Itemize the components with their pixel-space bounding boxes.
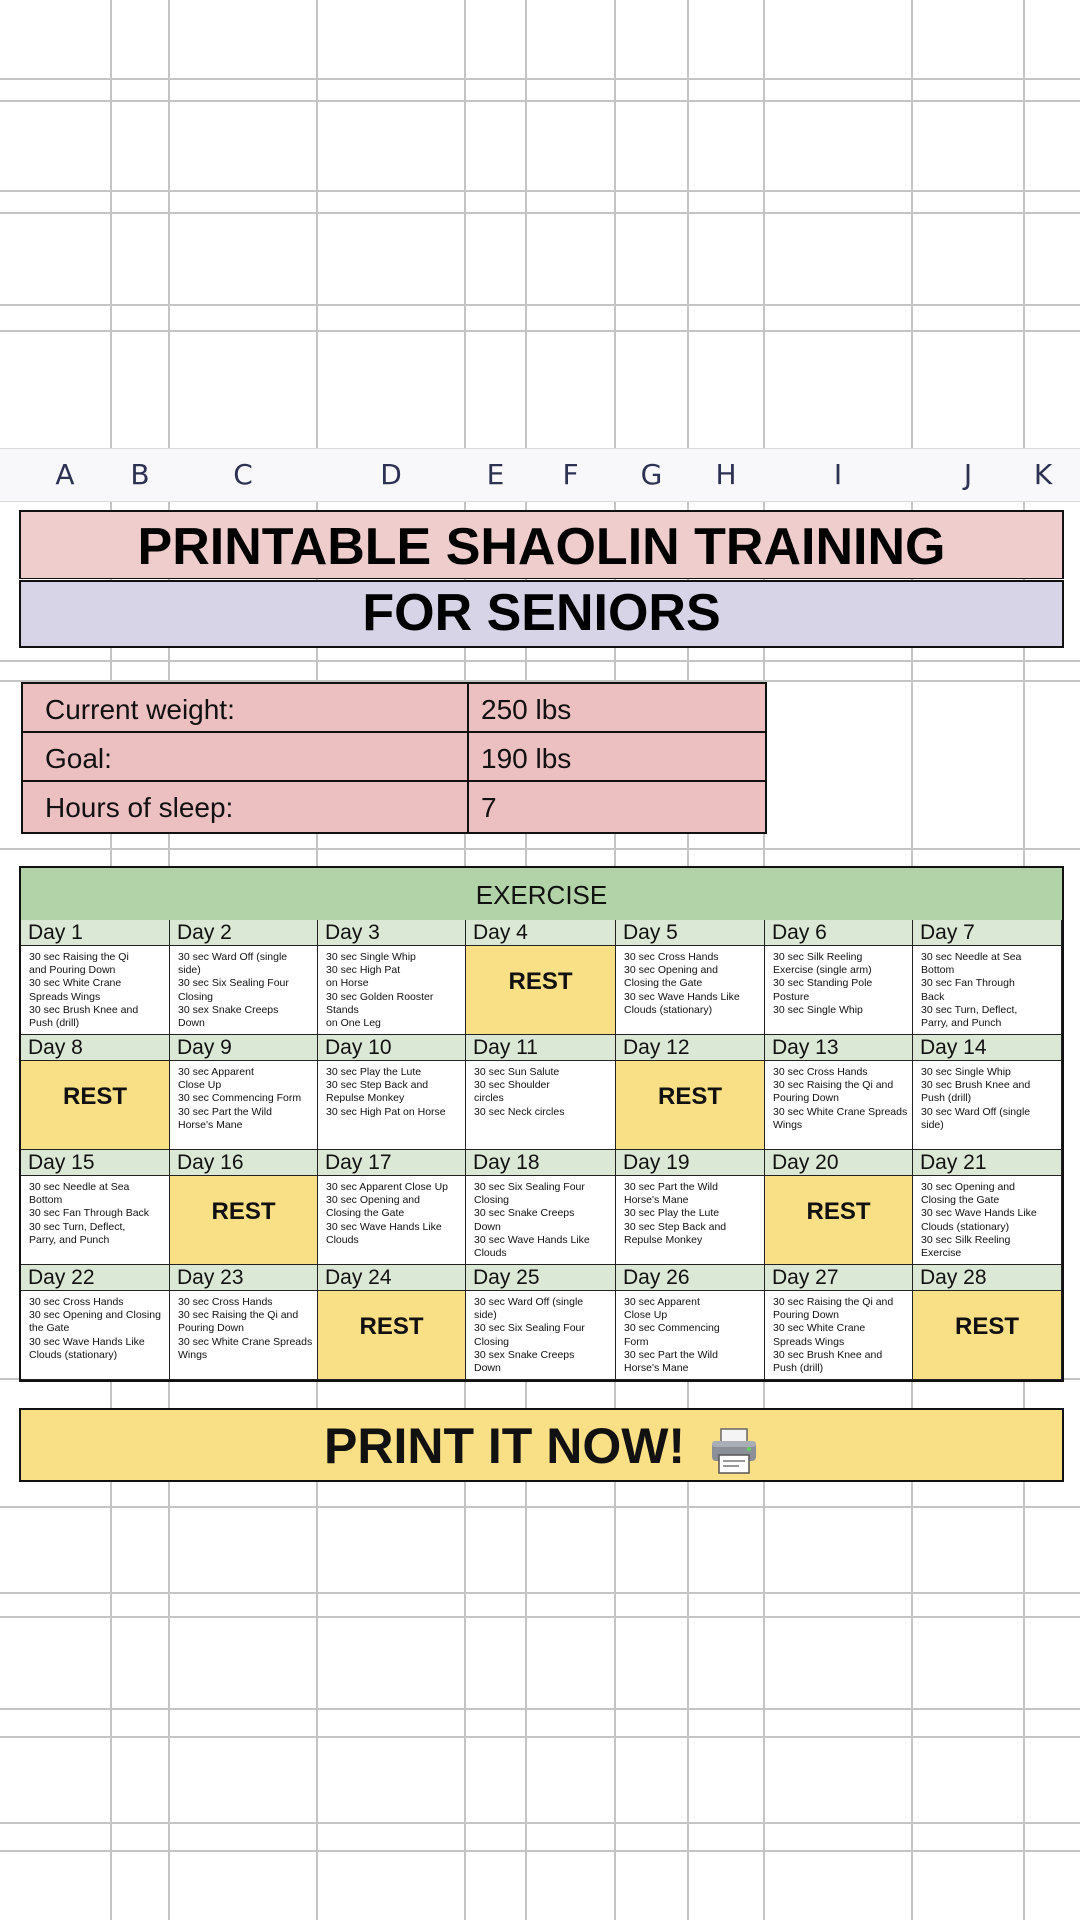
- column-header-e[interactable]: E: [486, 458, 505, 491]
- exercise-cell[interactable]: 30 sec Needle at Sea Bottom 30 sec Fan Through Back 30 sec Turn, Deflect, Parry, and Punch: [913, 946, 1062, 1035]
- stats-row-sleep: [23, 782, 765, 830]
- exercise-cell[interactable]: 30 sec Apparent Close Up 30 sec Commencing Form 30 sec Part the Wild Horse's Mane: [170, 1061, 318, 1150]
- column-header-g[interactable]: G: [640, 458, 663, 491]
- stats-divider: [23, 731, 765, 733]
- column-header-a[interactable]: A: [55, 458, 75, 491]
- day-header[interactable]: Day 1: [21, 920, 170, 946]
- day-header[interactable]: Day 15: [21, 1150, 170, 1176]
- grid-line: [0, 330, 1080, 332]
- rest-day-cell[interactable]: [21, 1061, 170, 1150]
- column-header-c[interactable]: C: [233, 458, 253, 491]
- exercise-cell[interactable]: 30 sec Single Whip 30 sec Brush Knee and Push (drill) 30 sec Ward Off (single side): [913, 1061, 1062, 1150]
- rest-label: REST: [211, 1198, 276, 1225]
- grid-line: [0, 660, 1080, 662]
- stats-table: [21, 682, 767, 834]
- column-header-d[interactable]: D: [380, 458, 402, 491]
- exercise-cell[interactable]: 30 sec Ward Off (single side) 30 sec Six Sealing Four Closing 30 sex Snake Creeps Down: [170, 946, 318, 1035]
- day-header[interactable]: Day 2: [170, 920, 318, 946]
- stats-value[interactable]: 7: [481, 792, 497, 823]
- subtitle-banner[interactable]: FOR SENIORS: [19, 580, 1064, 648]
- rest-label: REST: [508, 968, 573, 995]
- grid-line: [0, 304, 1080, 306]
- stats-row-weight: [23, 684, 765, 732]
- exercise-calendar: [19, 920, 1064, 1382]
- rest-day-cell[interactable]: [765, 1176, 913, 1265]
- day-header[interactable]: Day 17: [318, 1150, 466, 1176]
- rest-label: REST: [954, 1313, 1019, 1340]
- exercise-cell[interactable]: 30 sec Opening and Closing the Gate 30 sec Wave Hands Like Clouds (stationary) 30 sec Silk Reeling Exercise: [913, 1176, 1062, 1265]
- printer-icon: [709, 1422, 759, 1470]
- column-header-j[interactable]: J: [963, 458, 973, 491]
- day-header[interactable]: Day 14: [913, 1035, 1062, 1061]
- day-header[interactable]: Day 25: [466, 1265, 616, 1291]
- day-header[interactable]: Day 16: [170, 1150, 318, 1176]
- day-header[interactable]: Day 8: [21, 1035, 170, 1061]
- day-header[interactable]: Day 10: [318, 1035, 466, 1061]
- exercise-cell[interactable]: 30 sec Raising the Qi and Pouring Down 30 sec White Crane Spreads Wings 30 sec Brush Knee and Push (drill): [21, 946, 170, 1035]
- stats-value[interactable]: 250 lbs: [481, 694, 572, 725]
- column-header-b[interactable]: B: [130, 458, 150, 491]
- day-header[interactable]: Day 24: [318, 1265, 466, 1291]
- exercise-header[interactable]: EXERCISE: [19, 866, 1064, 922]
- day-header[interactable]: Day 13: [765, 1035, 913, 1061]
- exercise-cell[interactable]: 30 sec Cross Hands 30 sec Opening and Closing the Gate 30 sec Wave Hands Like Clouds (stationary): [616, 946, 765, 1035]
- day-header[interactable]: Day 28: [913, 1265, 1062, 1291]
- day-header[interactable]: Day 21: [913, 1150, 1062, 1176]
- column-header-k[interactable]: K: [1033, 458, 1053, 491]
- rest-label: REST: [806, 1198, 871, 1225]
- grid-line: [0, 100, 1080, 102]
- exercise-cell[interactable]: 30 sec Apparent Close Up 30 sec Opening and Closing the Gate 30 sec Wave Hands Like Clouds: [318, 1176, 466, 1265]
- day-header[interactable]: Day 6: [765, 920, 913, 946]
- day-header[interactable]: Day 7: [913, 920, 1062, 946]
- grid-line: [0, 1822, 1080, 1824]
- stats-divider: [23, 780, 765, 782]
- grid-line: [0, 848, 1080, 850]
- exercise-cell[interactable]: 30 sec Raising the Qi and Pouring Down 30 sec White Crane Spreads Wings 30 sec Brush Knee and Push (drill): [765, 1291, 913, 1380]
- grid-line: [0, 78, 1080, 80]
- day-header[interactable]: Day 5: [616, 920, 765, 946]
- exercise-cell[interactable]: 30 sec Needle at Sea Bottom 30 sec Fan Through Back 30 sec Turn, Deflect, Parry, and Punch: [21, 1176, 170, 1265]
- exercise-cell[interactable]: 30 sec Part the Wild Horse's Mane 30 sec Play the Lute 30 sec Step Back and Repulse Monkey: [616, 1176, 765, 1265]
- rest-day-cell[interactable]: [616, 1061, 765, 1150]
- print-button-label: PRINT IT NOW!: [324, 1418, 686, 1474]
- grid-line: [0, 1708, 1080, 1710]
- stats-label[interactable]: Goal:: [45, 743, 112, 774]
- grid-line: [0, 1736, 1080, 1738]
- day-header[interactable]: Day 27: [765, 1265, 913, 1291]
- stats-row-goal: [23, 733, 765, 781]
- exercise-cell[interactable]: 30 sec Cross Hands 30 sec Opening and Closing the Gate 30 sec Wave Hands Like Clouds (stationary): [21, 1291, 170, 1380]
- print-button[interactable]: [19, 1408, 1064, 1482]
- exercise-cell[interactable]: 30 sec Single Whip 30 sec High Pat on Horse 30 sec Golden Rooster Stands on One Leg: [318, 946, 466, 1035]
- day-header[interactable]: Day 12: [616, 1035, 765, 1061]
- stats-label[interactable]: Current weight:: [45, 694, 235, 725]
- exercise-cell[interactable]: 30 sec Six Sealing Four Closing 30 sec Snake Creeps Down 30 sec Wave Hands Like Clouds: [466, 1176, 616, 1265]
- day-header[interactable]: Day 4: [466, 920, 616, 946]
- column-header-i[interactable]: I: [833, 458, 843, 491]
- day-header[interactable]: Day 11: [466, 1035, 616, 1061]
- rest-label: REST: [62, 1083, 127, 1110]
- exercise-cell[interactable]: 30 sec Apparent Close Up 30 sec Commencing Form 30 sec Part the Wild Horse's Mane: [616, 1291, 765, 1380]
- column-header-f[interactable]: F: [562, 458, 579, 491]
- stats-label[interactable]: Hours of sleep:: [45, 792, 234, 823]
- exercise-cell[interactable]: 30 sec Ward Off (single side) 30 sec Six Sealing Four Closing 30 sex Snake Creeps Down: [466, 1291, 616, 1380]
- day-header[interactable]: Day 26: [616, 1265, 765, 1291]
- exercise-cell[interactable]: 30 sec Sun Salute 30 sec Shoulder circles 30 sec Neck circles: [466, 1061, 616, 1150]
- day-header[interactable]: Day 3: [318, 920, 466, 946]
- column-header-h[interactable]: H: [715, 458, 737, 491]
- day-header[interactable]: Day 19: [616, 1150, 765, 1176]
- grid-line: [0, 1850, 1080, 1852]
- grid-line: [0, 1592, 1080, 1594]
- exercise-cell[interactable]: 30 sec Cross Hands 30 sec Raising the Qi and Pouring Down 30 sec White Crane Spreads Wings: [170, 1291, 318, 1380]
- rest-day-cell[interactable]: [913, 1291, 1062, 1380]
- day-header[interactable]: Day 22: [21, 1265, 170, 1291]
- title-banner[interactable]: PRINTABLE SHAOLIN TRAINING: [19, 510, 1064, 579]
- day-header[interactable]: Day 18: [466, 1150, 616, 1176]
- column-header-bar: [0, 448, 1080, 502]
- rest-day-cell[interactable]: [170, 1176, 318, 1265]
- rest-day-cell[interactable]: [466, 946, 616, 1035]
- grid-line: [0, 190, 1080, 192]
- day-header[interactable]: Day 9: [170, 1035, 318, 1061]
- exercise-cell[interactable]: 30 sec Play the Lute 30 sec Step Back and Repulse Monkey 30 sec High Pat on Horse: [318, 1061, 466, 1150]
- rest-label: REST: [359, 1313, 424, 1340]
- exercise-cell[interactable]: 30 sec Cross Hands 30 sec Raising the Qi and Pouring Down 30 sec White Crane Spreads Wings: [765, 1061, 913, 1150]
- stats-value[interactable]: 190 lbs: [481, 743, 572, 774]
- exercise-cell[interactable]: 30 sec Silk Reeling Exercise (single arm) 30 sec Standing Pole Posture 30 sec Single Whip: [765, 946, 913, 1035]
- rest-label: REST: [657, 1083, 722, 1110]
- day-header[interactable]: Day 23: [170, 1265, 318, 1291]
- day-header[interactable]: Day 20: [765, 1150, 913, 1176]
- rest-day-cell[interactable]: [318, 1291, 466, 1380]
- grid-line: [0, 212, 1080, 214]
- grid-line: [0, 1616, 1080, 1618]
- grid-line: [0, 1506, 1080, 1508]
- stats-divider: [467, 684, 469, 832]
